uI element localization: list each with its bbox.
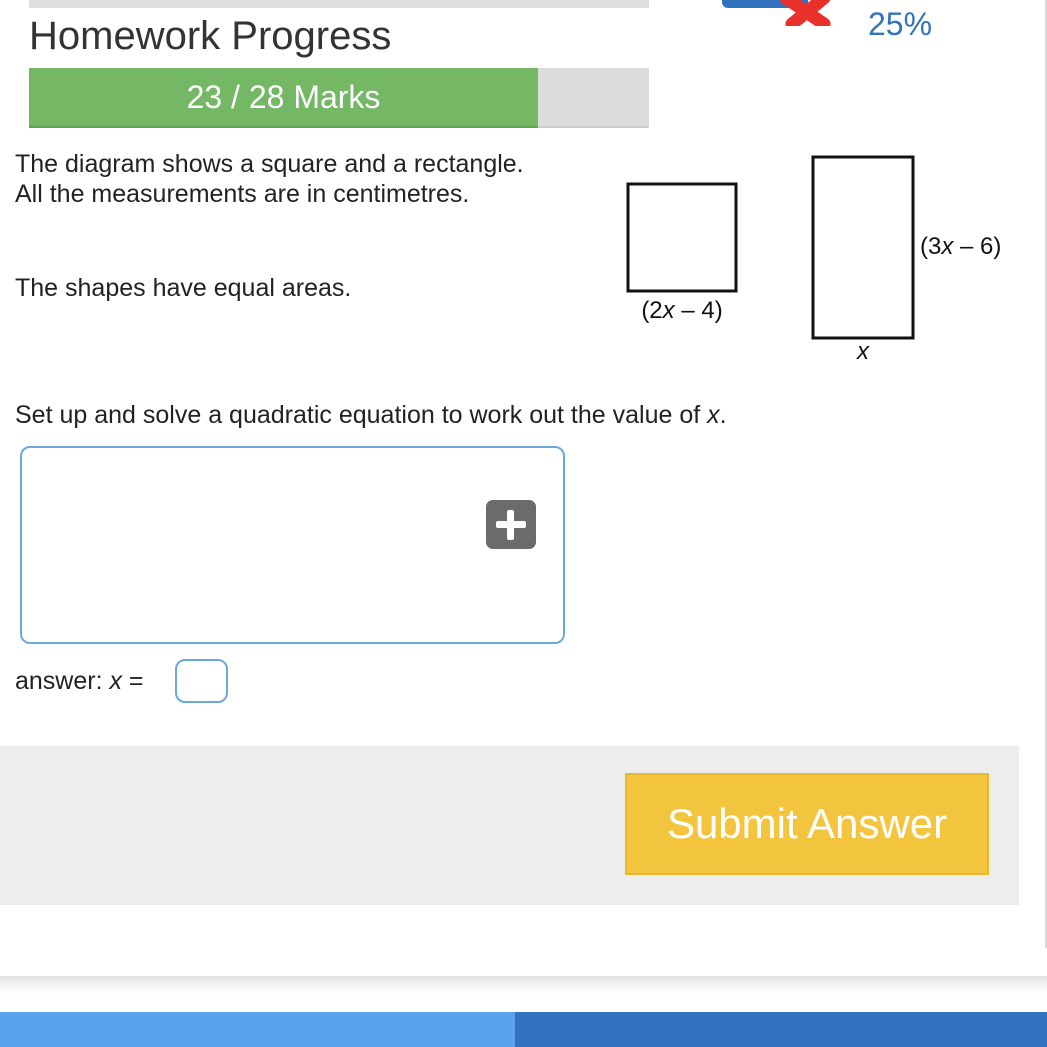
bottom-nav-left[interactable]: [0, 1012, 515, 1047]
progress-bar: [29, 68, 649, 128]
bottom-nav-right[interactable]: [515, 1012, 1047, 1047]
red-cross-icon: [776, 0, 836, 26]
shapes-diagram: [610, 145, 1030, 375]
question-text-line: The shapes have equal areas.: [15, 274, 352, 302]
rectangle-shape: [813, 157, 913, 338]
top-strip: [29, 0, 649, 8]
answer-input[interactable]: [175, 659, 228, 703]
question-prompt: [15, 400, 727, 430]
add-working-button[interactable]: [486, 500, 536, 549]
question-prompt-end: .: [719, 401, 727, 429]
answer-label-text: answer:: [15, 667, 110, 695]
answer-label-variable: x: [109, 667, 122, 695]
square-side-label: (2x – 4): [641, 297, 723, 324]
question-text-line: The diagram shows a square and a rectangle.: [15, 150, 524, 178]
progress-title: Homework Progress: [29, 14, 392, 58]
submit-answer-button[interactable]: Submit Answer: [625, 773, 989, 875]
progress-label: 23 / 28 Marks: [186, 78, 381, 115]
question-prompt-text: Set up and solve a quadratic equation to work out the value of: [15, 401, 708, 429]
rectangle-width-label: x: [857, 338, 869, 365]
card-shadow: [0, 976, 1047, 996]
plus-icon-vertical: [507, 510, 514, 540]
question-prompt-variable: x: [707, 401, 720, 429]
question-text-line: All the measurements are in centimetres.: [15, 180, 470, 208]
answer-label-equals: =: [121, 667, 144, 695]
answer-label: [15, 667, 144, 696]
rectangle-height-label: (3x – 6): [920, 233, 1002, 260]
score-percent: 25%: [868, 6, 933, 42]
working-input-area[interactable]: [20, 446, 565, 644]
square-shape: [628, 184, 736, 291]
